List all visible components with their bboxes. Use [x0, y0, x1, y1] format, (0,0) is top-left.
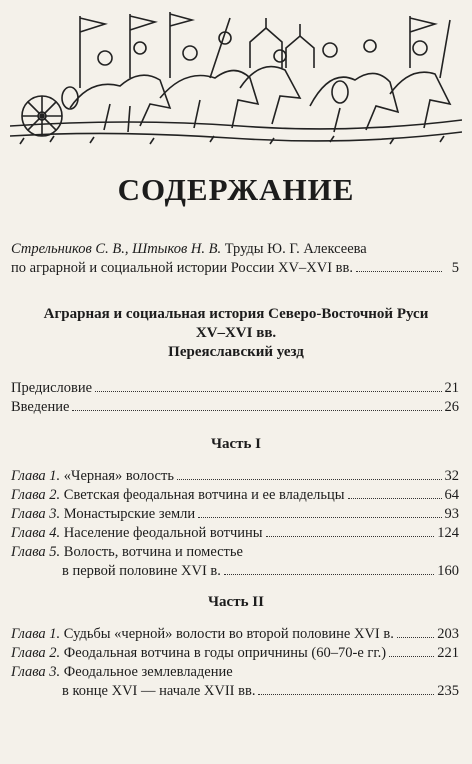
part2-title: Часть II	[208, 594, 264, 610]
toc-entry	[11, 524, 459, 543]
toc-entry	[11, 644, 459, 663]
intro-text2: по аграрной и социальной истории России XV–XVI вв.	[11, 260, 353, 276]
chapter-title-cont: в первой половине XVI в.	[62, 563, 221, 579]
chapter-page: 221	[437, 645, 459, 661]
toc-part2	[11, 625, 459, 701]
leader-dots	[397, 636, 434, 638]
chapter-num: Глава 1.	[11, 468, 61, 484]
chapter-title: Волость, вотчина и поместье	[63, 544, 243, 560]
leader-dots	[177, 478, 442, 480]
leader-dots	[258, 693, 434, 695]
toc-entry	[11, 467, 459, 486]
intro-page: 5	[451, 260, 459, 276]
toc-entry-cont	[11, 562, 459, 581]
leader-dots	[95, 390, 441, 392]
toc-entry	[11, 663, 459, 682]
intro-authors: Стрельников С. В., Штыков Н. В.	[11, 241, 222, 257]
chapter-page: 93	[444, 506, 459, 522]
toc-entry-cont	[11, 682, 459, 701]
chapter-num: Глава 2.	[11, 487, 61, 503]
entry-page: 21	[444, 380, 459, 396]
toc-entry	[11, 398, 459, 417]
leader-dots	[198, 516, 441, 518]
chapter-title: Феодальная вотчина в годы опричнины (60–70-е гг.)	[63, 645, 387, 661]
toc-part1	[11, 467, 459, 581]
chapter-page: 235	[437, 683, 459, 699]
chapter-num: Глава 3.	[11, 506, 61, 522]
leader-dots	[389, 655, 434, 657]
leader-dots	[356, 270, 442, 272]
toc-intro-line2	[11, 259, 459, 278]
section-heading-2: XV–XVI вв.	[195, 325, 277, 341]
chapter-title: Феодальное землевладение	[63, 664, 233, 680]
toc-entry	[11, 505, 459, 524]
chapter-title: «Черная» волость	[63, 468, 174, 484]
chapter-title: Население феодальной вотчины	[63, 525, 263, 541]
chapter-title-cont: в конце XVI — начале XVII вв.	[62, 683, 256, 699]
page-title: СОДЕРЖАНИЕ	[117, 172, 355, 207]
section-heading-3: Переяславский уезд	[168, 344, 304, 360]
chapter-title: Светская феодальная вотчина и ее владельцы	[63, 487, 345, 503]
toc-entry	[11, 543, 459, 562]
chapter-page: 64	[444, 487, 459, 503]
leader-dots	[224, 573, 434, 575]
toc-intro	[11, 240, 459, 278]
entry-page: 26	[444, 399, 459, 415]
chapter-num: Глава 1.	[11, 626, 61, 642]
leader-dots	[266, 535, 435, 537]
leader-dots	[72, 409, 441, 411]
entry-label: Предисловие	[11, 380, 93, 396]
leader-dots	[348, 497, 442, 499]
chapter-page: 160	[437, 563, 459, 579]
toc-entry	[11, 625, 459, 644]
toc-intro-line1	[11, 240, 459, 259]
chapter-num: Глава 3.	[11, 664, 61, 680]
chapter-num: Глава 5.	[11, 544, 61, 560]
toc-entry	[11, 379, 459, 398]
chapter-page: 32	[444, 468, 459, 484]
chapter-num: Глава 4.	[11, 525, 61, 541]
chapter-title: Монастырские земли	[63, 506, 196, 522]
chapter-page: 124	[437, 525, 459, 541]
part1-title: Часть I	[210, 436, 262, 452]
chapter-title: Судьбы «черной» волости во второй половине XVI в.	[63, 626, 394, 642]
chapter-page: 203	[437, 626, 459, 642]
toc-front	[11, 379, 459, 417]
decorative-banner	[10, 8, 462, 148]
entry-label: Введение	[11, 399, 70, 415]
section-heading-1: Аграрная и социальная история Северо-Восточной Руси	[43, 306, 429, 322]
intro-text1: Труды Ю. Г. Алексеева	[224, 241, 367, 257]
chapter-num: Глава 2.	[11, 645, 61, 661]
toc-entry	[11, 486, 459, 505]
